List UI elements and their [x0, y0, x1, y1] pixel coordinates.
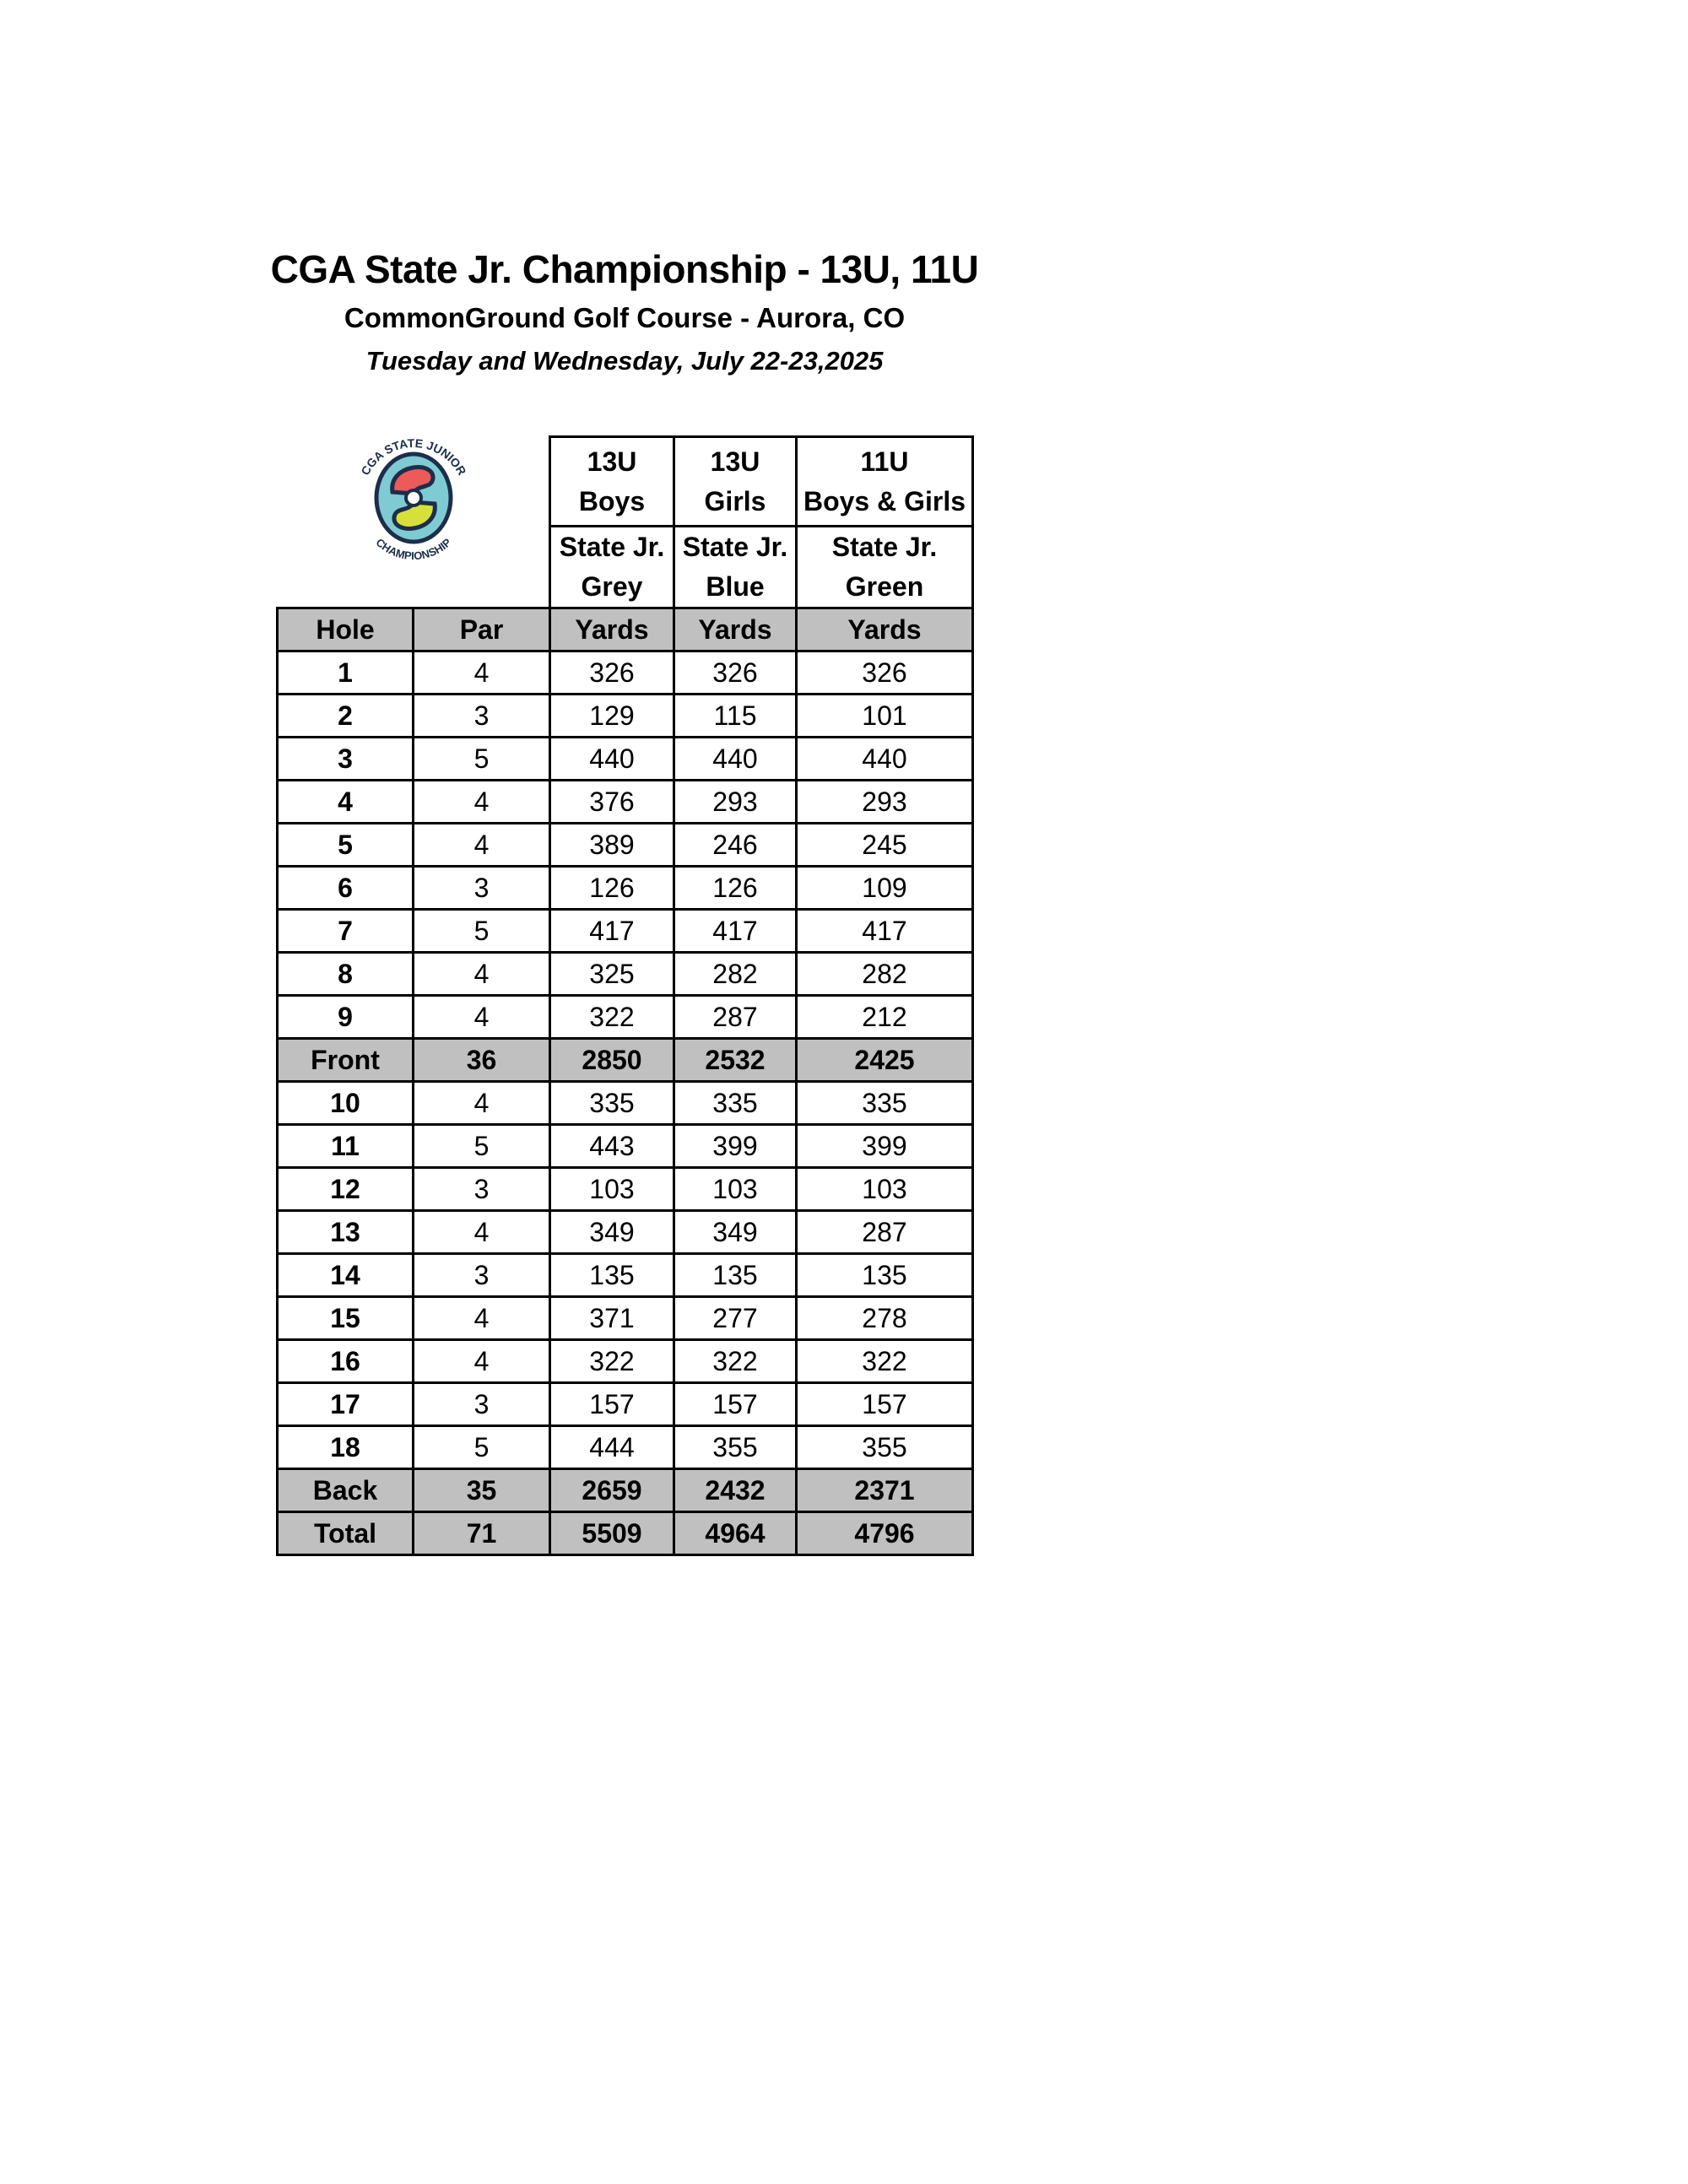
yards-cell: 126 — [550, 867, 674, 910]
par-cell: 5 — [414, 738, 550, 781]
yards-cell: 2532 — [674, 1039, 797, 1082]
yards-cell: 135 — [550, 1254, 674, 1297]
yards-cell: 246 — [674, 824, 797, 867]
table-row — [278, 738, 973, 781]
par-cell: 4 — [414, 996, 550, 1039]
yards-cell: 4964 — [674, 1512, 797, 1555]
hole-cell: 8 — [278, 953, 414, 996]
yards-cell: 103 — [550, 1168, 674, 1211]
hole-cell: 11 — [278, 1125, 414, 1168]
yards-cell: 335 — [797, 1082, 973, 1125]
hole-cell: Back — [278, 1469, 414, 1512]
yards-cell: 440 — [674, 738, 797, 781]
hole-cell: Total — [278, 1512, 414, 1555]
table-row — [278, 1426, 973, 1469]
par-cell: 4 — [414, 953, 550, 996]
yards-cell: 322 — [550, 1340, 674, 1383]
yards-cell: 326 — [674, 651, 797, 695]
yards-cell: 157 — [550, 1383, 674, 1426]
yards-cell: 278 — [797, 1297, 973, 1340]
table-row — [278, 1340, 973, 1383]
course-subtitle: CommonGround Golf Course - Aurora, CO — [344, 302, 906, 333]
par-cell: 3 — [414, 1383, 550, 1426]
summary-row — [278, 1512, 973, 1555]
hole-cell: 6 — [278, 867, 414, 910]
par-cell: 3 — [414, 1168, 550, 1211]
hole-cell: 17 — [278, 1383, 414, 1426]
hole-cell: 5 — [278, 824, 414, 867]
yards-cell: 2850 — [550, 1039, 674, 1082]
yards-cell: 349 — [674, 1211, 797, 1254]
par-cell: 5 — [414, 910, 550, 953]
yards-cell: 371 — [550, 1297, 674, 1340]
par-cell: 4 — [414, 781, 550, 824]
table-row — [278, 867, 973, 910]
table-row — [278, 824, 973, 867]
yards-cell: 135 — [797, 1254, 973, 1297]
yards-cell: 103 — [797, 1168, 973, 1211]
yards-cell: 103 — [674, 1168, 797, 1211]
yards-cell: 101 — [797, 695, 973, 738]
hole-cell: 3 — [278, 738, 414, 781]
yards-cell: 293 — [674, 781, 797, 824]
yards-cell: 109 — [797, 867, 973, 910]
yards-cell: 2432 — [674, 1469, 797, 1512]
hole-cell: 1 — [278, 651, 414, 695]
par-cell: 35 — [414, 1469, 550, 1512]
scorecard-table — [276, 435, 974, 1556]
table-row — [278, 1125, 973, 1168]
hole-cell: 7 — [278, 910, 414, 953]
yards-cell: 4796 — [797, 1512, 973, 1555]
yards-cell: 417 — [797, 910, 973, 953]
yards-cell: 277 — [674, 1297, 797, 1340]
yards-cell: 326 — [550, 651, 674, 695]
par-cell: 71 — [414, 1512, 550, 1555]
svg-text:CGA STATE JUNIOR: CGA STATE JUNIOR — [358, 435, 469, 478]
division-header: 13U Boys — [550, 437, 674, 527]
yards-cell: 115 — [674, 695, 797, 738]
hole-cell: 14 — [278, 1254, 414, 1297]
tee-header: State Jr. Grey — [550, 527, 674, 608]
yards-cell: 212 — [797, 996, 973, 1039]
yards-cell: 157 — [674, 1383, 797, 1426]
yards-cell: 322 — [797, 1340, 973, 1383]
hole-cell: 18 — [278, 1426, 414, 1469]
par-cell: 3 — [414, 1254, 550, 1297]
table-row — [278, 953, 973, 996]
yards-cell: 440 — [550, 738, 674, 781]
summary-row — [278, 1469, 973, 1512]
table-row — [278, 1082, 973, 1125]
par-cell: 4 — [414, 651, 550, 695]
table-row — [278, 1168, 973, 1211]
par-cell: 4 — [414, 1340, 550, 1383]
svg-text:CHAMPIONSHIP: CHAMPIONSHIP — [373, 535, 454, 563]
table-row — [278, 996, 973, 1039]
table-row — [278, 1254, 973, 1297]
yards-cell: 335 — [550, 1082, 674, 1125]
yards-cell: 287 — [797, 1211, 973, 1254]
yards-cell: 444 — [550, 1426, 674, 1469]
yards-cell: 245 — [797, 824, 973, 867]
yards-cell: 135 — [674, 1254, 797, 1297]
yards-cell: 2659 — [550, 1469, 674, 1512]
yards-cell: 2371 — [797, 1469, 973, 1512]
column-header: Yards — [550, 608, 674, 651]
column-header: Yards — [797, 608, 973, 651]
hole-cell: 10 — [278, 1082, 414, 1125]
yards-cell: 287 — [674, 996, 797, 1039]
table-row — [278, 1211, 973, 1254]
yards-cell: 2425 — [797, 1039, 973, 1082]
hole-cell: 2 — [278, 695, 414, 738]
table-row — [278, 910, 973, 953]
column-header-row — [278, 608, 973, 651]
yards-cell: 443 — [550, 1125, 674, 1168]
hole-cell: Front — [278, 1039, 414, 1082]
yards-cell: 293 — [797, 781, 973, 824]
tee-header: State Jr. Green — [797, 527, 973, 608]
tee-header: State Jr. Blue — [674, 527, 797, 608]
yards-cell: 349 — [550, 1211, 674, 1254]
par-cell: 5 — [414, 1426, 550, 1469]
summary-row — [278, 1039, 973, 1082]
table-row — [278, 695, 973, 738]
event-dates: Tuesday and Wednesday, July 22-23,2025 — [365, 346, 884, 376]
par-cell: 4 — [414, 1297, 550, 1340]
table-row — [278, 781, 973, 824]
yards-cell: 282 — [797, 953, 973, 996]
column-header: Hole — [278, 608, 414, 651]
column-header: Yards — [674, 608, 797, 651]
yards-cell: 399 — [674, 1125, 797, 1168]
par-cell: 3 — [414, 695, 550, 738]
yards-cell: 417 — [674, 910, 797, 953]
yards-cell: 282 — [674, 953, 797, 996]
hole-cell: 4 — [278, 781, 414, 824]
table-row — [278, 1383, 973, 1426]
hole-cell: 16 — [278, 1340, 414, 1383]
division-header: 11U Boys & Girls — [797, 437, 973, 527]
par-cell: 4 — [414, 1211, 550, 1254]
table-row — [278, 651, 973, 695]
par-cell: 4 — [414, 1082, 550, 1125]
yards-cell: 126 — [674, 867, 797, 910]
division-header-row — [278, 437, 973, 527]
par-cell: 4 — [414, 824, 550, 867]
par-cell: 3 — [414, 867, 550, 910]
yards-cell: 322 — [550, 996, 674, 1039]
yards-cell: 157 — [797, 1383, 973, 1426]
yards-cell: 355 — [797, 1426, 973, 1469]
yards-cell: 440 — [797, 738, 973, 781]
hole-cell: 15 — [278, 1297, 414, 1340]
yards-cell: 5509 — [550, 1512, 674, 1555]
yards-cell: 376 — [550, 781, 674, 824]
par-cell: 5 — [414, 1125, 550, 1168]
hole-cell: 13 — [278, 1211, 414, 1254]
yards-cell: 335 — [674, 1082, 797, 1125]
yards-cell: 129 — [550, 695, 674, 738]
column-header: Par — [414, 608, 550, 651]
par-cell: 36 — [414, 1039, 550, 1082]
division-header: 13U Girls — [674, 437, 797, 527]
yards-cell: 325 — [550, 953, 674, 996]
yards-cell: 326 — [797, 651, 973, 695]
yards-cell: 417 — [550, 910, 674, 953]
hole-cell: 9 — [278, 996, 414, 1039]
yards-cell: 322 — [674, 1340, 797, 1383]
page-title: CGA State Jr. Championship - 13U, 11U — [270, 247, 979, 291]
table-row — [278, 1297, 973, 1340]
yards-cell: 355 — [674, 1426, 797, 1469]
yards-cell: 399 — [797, 1125, 973, 1168]
yards-cell: 389 — [550, 824, 674, 867]
hole-cell: 12 — [278, 1168, 414, 1211]
